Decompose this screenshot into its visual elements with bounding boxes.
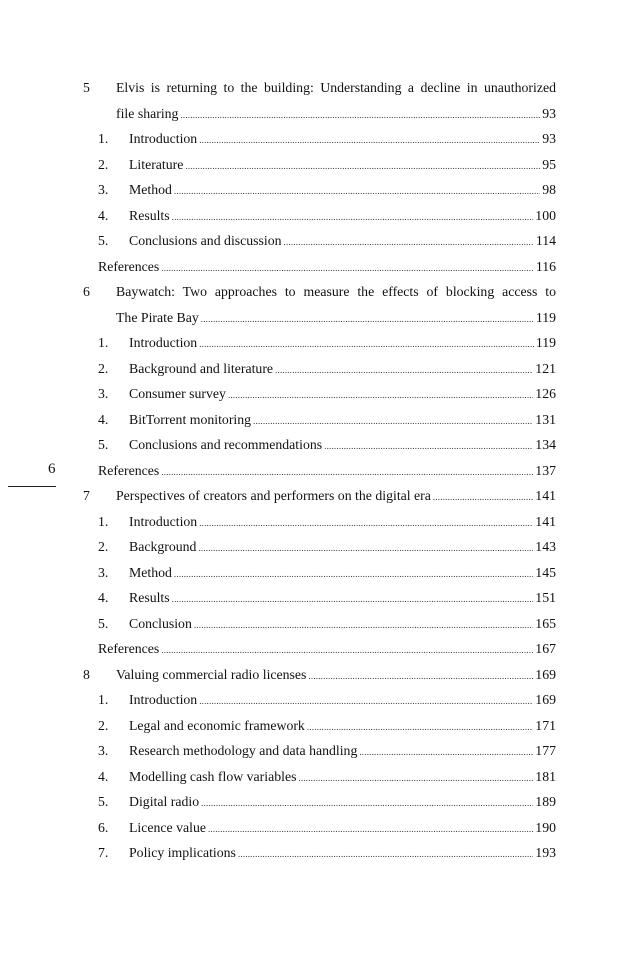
section-number: 2. xyxy=(98,718,109,733)
dot-leader xyxy=(172,206,534,228)
page-ref: 143 xyxy=(535,539,556,554)
dot-leader xyxy=(174,563,533,585)
dot-leader xyxy=(199,690,533,712)
toc-section[interactable] xyxy=(0,511,638,533)
toc-chapter-5[interactable] xyxy=(0,77,638,99)
toc-section[interactable] xyxy=(0,332,638,354)
dot-leader xyxy=(198,537,533,559)
toc-section[interactable] xyxy=(0,128,638,150)
section-title: Legal and economic framework xyxy=(129,718,305,733)
dot-leader xyxy=(201,308,534,330)
section-title: Consumer survey xyxy=(129,386,226,401)
page-ref: 165 xyxy=(535,616,556,631)
toc-references[interactable] xyxy=(0,638,638,660)
dot-leader xyxy=(199,129,540,151)
section-number: 3. xyxy=(98,386,109,401)
section-number: 3. xyxy=(98,565,109,580)
toc-section[interactable] xyxy=(0,817,638,839)
references-title: References xyxy=(98,259,160,274)
dot-leader xyxy=(308,665,533,687)
section-number: 4. xyxy=(98,208,109,223)
section-number: 1. xyxy=(98,335,109,350)
references-title: References xyxy=(98,641,160,656)
chapter-title: Perspectives of creators and performers on the digital era xyxy=(116,488,431,503)
page-ref: 98 xyxy=(542,182,556,197)
page-ref: 169 xyxy=(535,667,556,682)
section-number: 2. xyxy=(98,361,109,376)
section-title: Introduction xyxy=(129,335,198,350)
toc-section[interactable] xyxy=(0,740,638,762)
section-number: 5. xyxy=(98,794,109,809)
chapter-title-line-2: file sharing xyxy=(116,106,179,121)
dot-leader xyxy=(275,359,533,381)
section-title: Research methodology and data handling xyxy=(129,743,358,758)
page-ref: 193 xyxy=(535,845,556,860)
chapter-number: 8 xyxy=(83,667,90,682)
page-ref: 114 xyxy=(535,233,556,248)
dot-leader xyxy=(307,716,533,738)
chapter-title: Valuing commercial radio licenses xyxy=(116,667,307,682)
page-ref: 93 xyxy=(542,106,556,121)
chapter-title-line-1: Baywatch: Two approaches to measure the effects of blocking access to xyxy=(116,284,556,299)
section-title: Background and literature xyxy=(129,361,274,376)
dot-leader xyxy=(174,180,540,202)
section-number: 3. xyxy=(98,182,109,197)
section-number: 4. xyxy=(98,412,109,427)
section-number: 5. xyxy=(98,233,109,248)
dot-leader xyxy=(359,741,533,763)
dot-leader xyxy=(161,639,533,661)
toc-section[interactable] xyxy=(0,842,638,864)
page-ref: 190 xyxy=(535,820,556,835)
chapter-number: 5 xyxy=(83,80,90,95)
section-title: Licence value xyxy=(129,820,206,835)
section-title: Background xyxy=(129,539,197,554)
toc-chapter-6-continued[interactable] xyxy=(0,307,638,329)
dot-leader xyxy=(433,486,533,508)
toc-section[interactable] xyxy=(0,179,638,201)
section-number: 5. xyxy=(98,437,109,452)
toc-section[interactable] xyxy=(0,536,638,558)
section-title: Method xyxy=(129,182,172,197)
page-ref: 100 xyxy=(535,208,556,223)
toc-section[interactable] xyxy=(0,154,638,176)
section-number: 1. xyxy=(98,131,109,146)
dot-leader xyxy=(201,792,533,814)
page-ref: 119 xyxy=(535,335,556,350)
section-title: Policy implications xyxy=(129,845,236,860)
dot-leader xyxy=(172,588,534,610)
section-number: 2. xyxy=(98,157,109,172)
dot-leader xyxy=(324,435,533,457)
page-ref: 134 xyxy=(535,437,556,452)
page-ref: 189 xyxy=(535,794,556,809)
toc-section[interactable] xyxy=(0,587,638,609)
page-ref: 95 xyxy=(542,157,556,172)
page-ref: 171 xyxy=(535,718,556,733)
section-number: 4. xyxy=(98,769,109,784)
chapter-title-line-2: The Pirate Bay xyxy=(116,310,199,325)
section-title: Results xyxy=(129,208,170,223)
section-title: Literature xyxy=(129,157,184,172)
section-title: Conclusions and recommendations xyxy=(129,437,323,452)
section-number: 7. xyxy=(98,845,109,860)
toc-section[interactable] xyxy=(0,689,638,711)
page-ref: 119 xyxy=(535,310,556,325)
section-title: Modelling cash flow variables xyxy=(129,769,297,784)
dot-leader xyxy=(284,231,534,253)
page-ref: 137 xyxy=(535,463,556,478)
page-ref: 177 xyxy=(535,743,556,758)
toc-section[interactable] xyxy=(0,205,638,227)
page-ref: 167 xyxy=(535,641,556,656)
dot-leader xyxy=(238,843,533,865)
dot-leader xyxy=(161,461,533,483)
page-ref: 145 xyxy=(535,565,556,580)
page-number: 6 xyxy=(48,461,56,477)
section-title: Results xyxy=(129,590,170,605)
page-ref: 93 xyxy=(542,131,556,146)
toc-section[interactable] xyxy=(0,230,638,252)
toc-references[interactable] xyxy=(0,460,638,482)
section-number: 1. xyxy=(98,692,109,707)
section-title: Introduction xyxy=(129,514,198,529)
section-title: Digital radio xyxy=(129,794,200,809)
chapter-number: 6 xyxy=(83,284,90,299)
toc-section[interactable] xyxy=(0,434,638,456)
toc-section[interactable] xyxy=(0,358,638,380)
page-ref: 151 xyxy=(535,590,556,605)
dot-leader xyxy=(199,333,534,355)
dot-leader xyxy=(199,512,533,534)
section-number: 6. xyxy=(98,820,109,835)
toc-section[interactable] xyxy=(0,409,638,431)
page-ref: 181 xyxy=(535,769,556,784)
section-title: Introduction xyxy=(129,131,198,146)
references-title: References xyxy=(98,463,160,478)
dot-leader xyxy=(298,767,533,789)
section-number: 1. xyxy=(98,514,109,529)
section-title: Method xyxy=(129,565,172,580)
dot-leader xyxy=(208,818,533,840)
section-number: 2. xyxy=(98,539,109,554)
toc-chapter-6[interactable] xyxy=(0,281,638,303)
section-title: Conclusions and discussion xyxy=(129,233,282,248)
dot-leader xyxy=(185,155,540,177)
page-ref: 116 xyxy=(535,259,556,274)
dot-leader xyxy=(161,257,534,279)
section-number: 5. xyxy=(98,616,109,631)
dot-leader xyxy=(228,384,533,406)
section-number: 3. xyxy=(98,743,109,758)
chapter-title-line-1: Elvis is returning to the building: Understanding a decline in unauthorized xyxy=(116,80,556,95)
toc-section[interactable] xyxy=(0,791,638,813)
toc-section[interactable] xyxy=(0,766,638,788)
page-ref: 169 xyxy=(535,692,556,707)
toc-chapter-5-continued[interactable] xyxy=(0,103,638,125)
toc-chapter-8[interactable] xyxy=(0,664,638,686)
toc-chapter-7[interactable] xyxy=(0,485,638,507)
toc-references[interactable] xyxy=(0,256,638,278)
section-title: BitTorrent monitoring xyxy=(129,412,252,427)
page-ref: 131 xyxy=(535,412,556,427)
toc-section[interactable] xyxy=(0,383,638,405)
toc-section[interactable] xyxy=(0,715,638,737)
section-title: Introduction xyxy=(129,692,198,707)
page-ref: 141 xyxy=(535,488,556,503)
toc-section[interactable] xyxy=(0,562,638,584)
page-ref: 121 xyxy=(535,361,556,376)
dot-leader xyxy=(253,410,533,432)
page-ref: 141 xyxy=(535,514,556,529)
chapter-number: 7 xyxy=(83,488,90,503)
dot-leader xyxy=(180,104,540,126)
dot-leader xyxy=(194,614,533,636)
toc-section[interactable] xyxy=(0,613,638,635)
section-title: Conclusion xyxy=(129,616,192,631)
section-number: 4. xyxy=(98,590,109,605)
page-ref: 126 xyxy=(535,386,556,401)
